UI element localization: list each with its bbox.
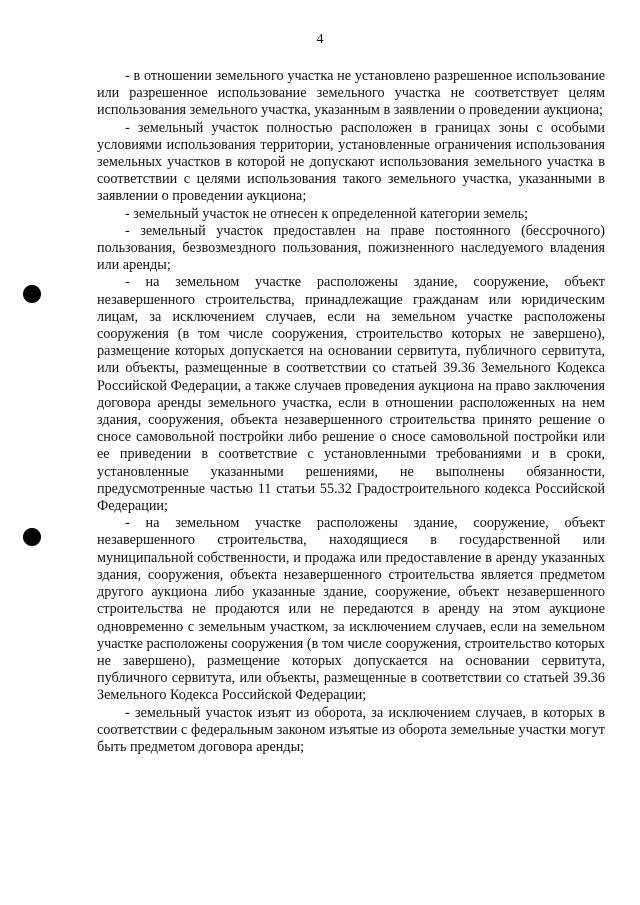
paragraph: - земельный участок изъят из оборота, за исключением случаев, в которых в соответствии с федеральным законом изъятые из оборота земельные участки могут быть предметом договора аренды; (97, 704, 605, 755)
document-body (97, 68, 605, 756)
punch-hole-mark (23, 528, 41, 546)
paragraph: - в отношении земельного участка не установлено разрешенное использование или разрешенное использование земельного участка не соответствует целям использования земельного участка, указанным в заявлении о проведении аукциона; (97, 68, 605, 119)
punch-hole-mark (23, 285, 41, 303)
page-number: 4 (316, 32, 324, 47)
paragraph: - земельный участок полностью расположен в границах зоны с особыми условиями использования территории, установленные ограничения использования земельных участков в которой не допускают использования земельного участка в соответствии с целями использования такого земельного участка, указанными в заявлении о проведении аукциона; (97, 119, 605, 205)
paragraph: - на земельном участке расположены здание, сооружение, объект незавершенного строительства, принадлежащие гражданам или юридическим лицам, за исключением случаев, если на земельном участке расположены сооружения (в том числе сооружения, строительство которых не завершено), размещение которых допускается на основании сервитута, публичного сервитута, или объекты, размещенные в соответствии со статьей 39.36 Земельного Кодекса Российской Федерации, а также случаев проведения аукциона на право заключения договора аренды земельного участка, если в отношении расположенных на нем здания, сооружения, объекта незавершенного строительства принято решение о сносе самовольной постройки либо решение о сносе самовольной постройки или ее приведении в соответствие с установленными требованиями и в сроки, установленные указанными решениями, не выполнены обязанности, предусмотренные частью 11 статьи 55.32 Градостроительного кодекса Российской Федерации; (97, 274, 605, 515)
paragraph: - земельный участок предоставлен на праве постоянного (бессрочного) пользования, безвозмездного пользования, пожизненного наследуемого владения или аренды; (97, 222, 605, 274)
paragraph: - на земельном участке расположены здание, сооружение, объект незавершенного строительства, находящиеся в государственной или муниципальной собственности, и продажа или предоставление в аренду указанных здания, сооружения, объекта незавершенного строительства является предметом другого аукциона либо указанные здание, сооружение, объект незавершенного строительства не продаются или не передаются в аренду на этом аукционе одновременно с земельным участком, за исключением случаев, если на земельном участке расположены сооружения (в том числе сооружения, строительство которых не завершено), размещение которых допускается на основании сервитута, публичного сервитута, или объекты, размещенные в соответствии со статьей 39.36 Земельного Кодекса Российской Федерации; (97, 515, 605, 704)
paragraph: - земельный участок не отнесен к определенной категории земель; (125, 205, 529, 222)
